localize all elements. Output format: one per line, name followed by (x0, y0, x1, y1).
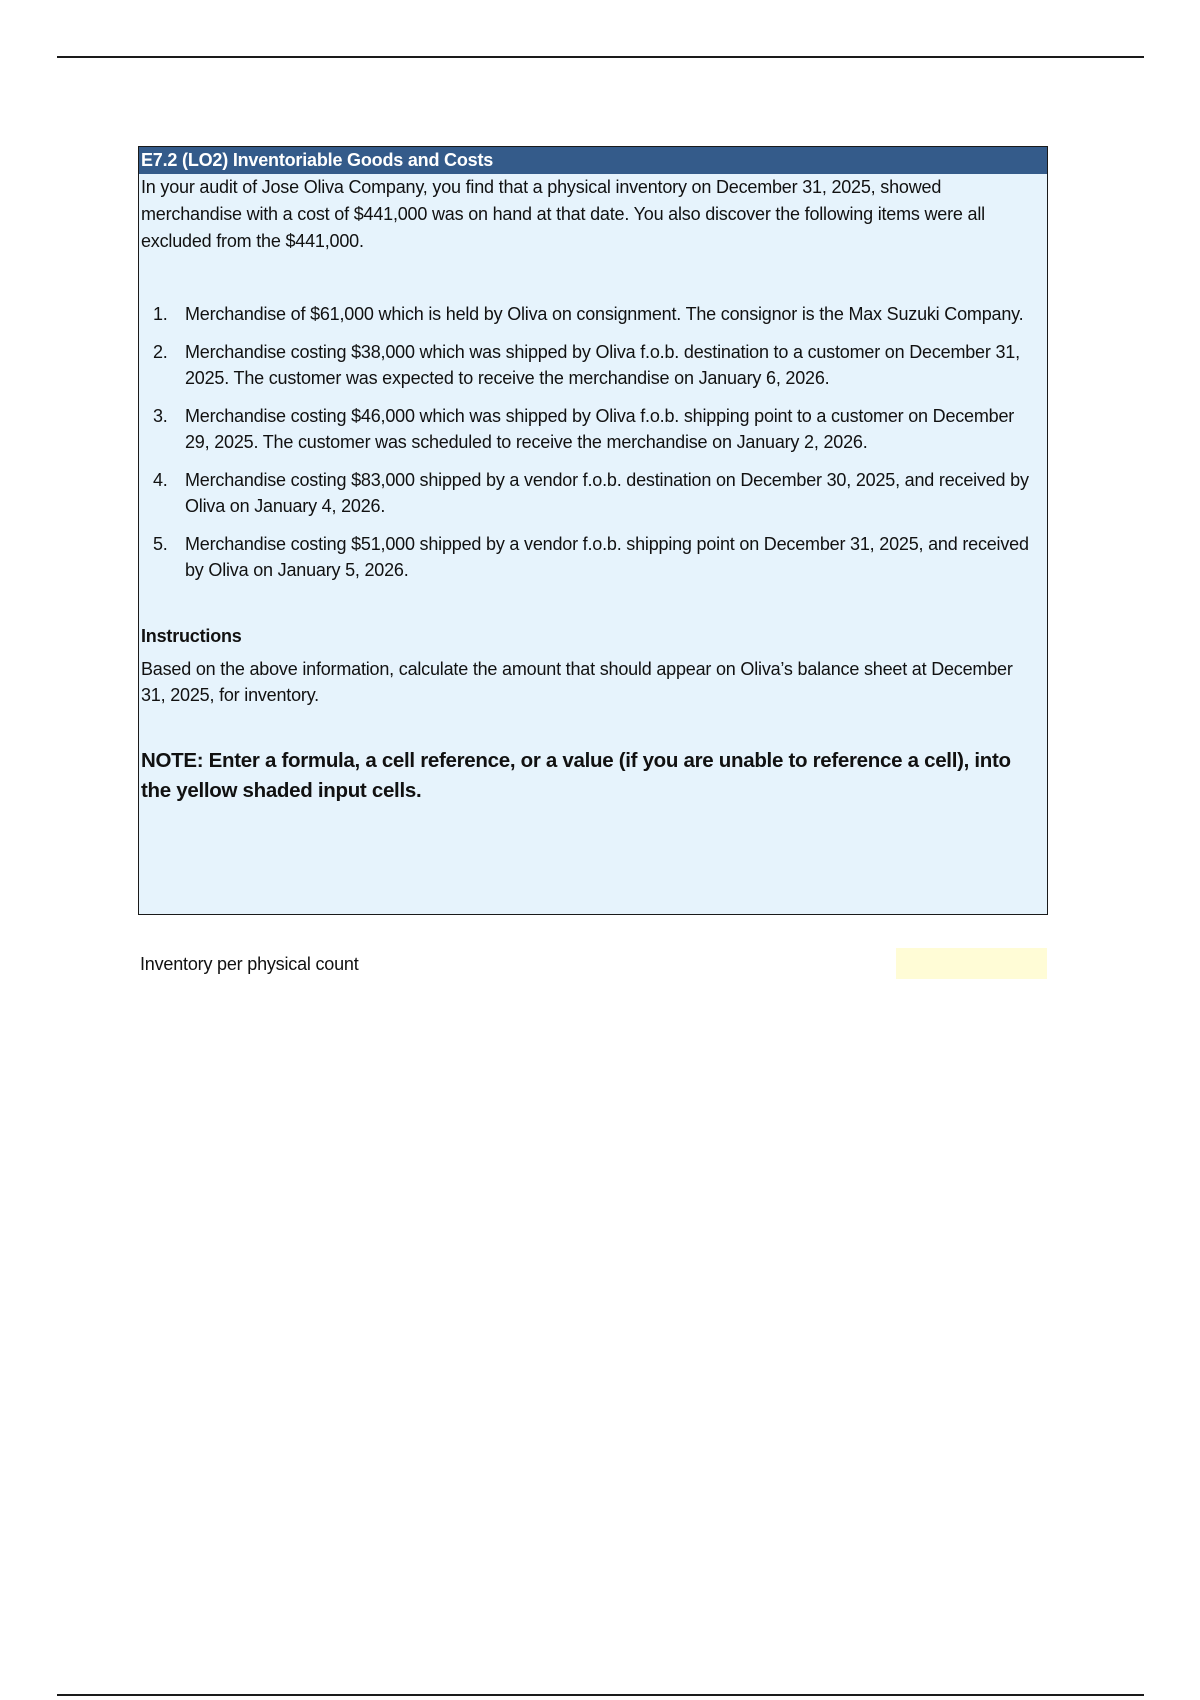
instructions-heading: Instructions (141, 626, 242, 646)
problem-intro: In your audit of Jose Oliva Company, you find that a physical inventory on December 31, 2025, showed merchandise with a cost of $441,000 was on hand at that date. You also discover the following items were all excluded from the $441,000. (141, 177, 985, 251)
item-text: Merchandise costing $38,000 which was shipped by Oliva f.o.b. destination to a customer on December 31, 2025. The customer was expected to receive the merchandise on January 6, 2026. (185, 342, 1020, 388)
item-text: Merchandise costing $51,000 shipped by a vendor f.o.b. shipping point on December 31, 2025, and received by Oliva on January 5, 2026. (185, 534, 1029, 580)
header-rule (57, 56, 1144, 58)
item-number: 2. (153, 342, 168, 362)
list-item (139, 531, 1047, 583)
item-number: 1. (153, 304, 168, 324)
list-item (139, 301, 1047, 327)
item-text: Merchandise of $61,000 which is held by Oliva on consignment. The consignor is the Max Suzuki Company. (185, 304, 1024, 324)
problem-box (138, 146, 1048, 915)
inventory-per-count-label: Inventory per physical count (140, 954, 359, 974)
excluded-items-list (139, 301, 1047, 583)
footer-rule (57, 1694, 1144, 1696)
input-note: NOTE: Enter a formula, a cell reference, or a value (if you are unable to reference a cell), into the yellow shaded input cells. (141, 749, 1011, 802)
item-number: 3. (153, 406, 168, 426)
item-text: Merchandise costing $46,000 which was shipped by Oliva f.o.b. shipping point to a customer on December 29, 2025. The customer was scheduled to receive the merchandise on January 2, 2026. (185, 406, 1015, 452)
item-text: Merchandise costing $83,000 shipped by a vendor f.o.b. destination on December 30, 2025, and received by Oliva on January 4, 2026. (185, 470, 1029, 516)
list-item (139, 403, 1047, 455)
item-number: 4. (153, 470, 168, 490)
item-number: 5. (153, 534, 168, 554)
instructions-text: Based on the above information, calculate the amount that should appear on Oliva’s balance sheet at December 31, 2025, for inventory. (141, 659, 1013, 705)
list-item (139, 467, 1047, 519)
inventory-per-count-input[interactable] (896, 948, 1047, 979)
list-item (139, 339, 1047, 391)
problem-title: E7.2 (LO2) Inventoriable Goods and Costs (139, 147, 1047, 174)
